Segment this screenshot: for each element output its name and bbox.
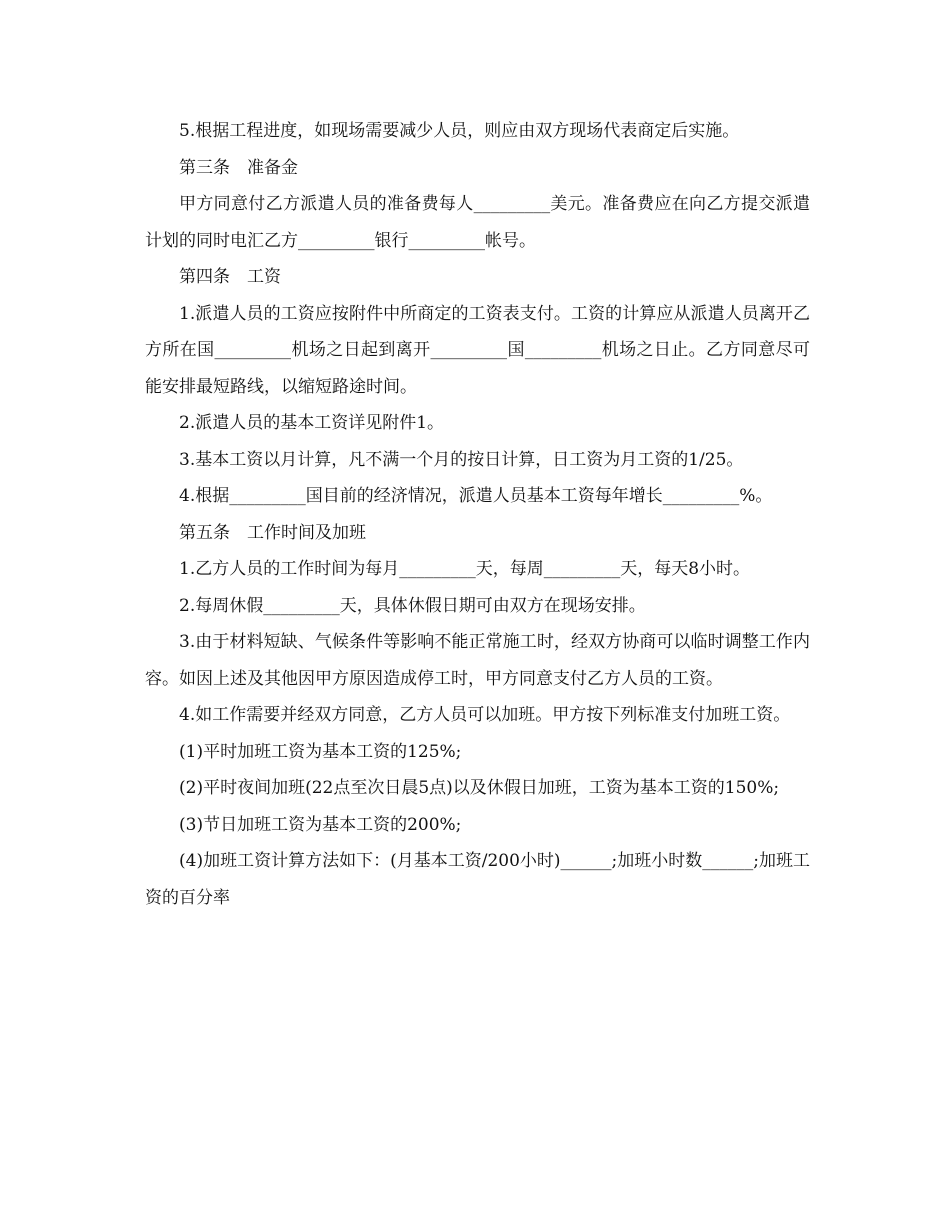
overtime-item-4: (4)加班工资计算方法如下：(月基本工资/200小时)______;加班小时数______;加班工资的百分率	[145, 851, 810, 908]
document-body	[145, 113, 810, 916]
paragraph-wage-3: 3.基本工资以月计算，凡不满一个月的按日计算，日工资为月工资的1/25。	[179, 449, 744, 470]
overtime-item-3: (3)节日加班工资为基本工资的200%;	[179, 814, 462, 835]
paragraph-hours-4: 4.如工作需要并经双方同意，乙方人员可以加班。甲方按下列标准支付加班工资。	[179, 705, 791, 725]
article-3-heading: 第三条 准备金	[179, 157, 298, 178]
article-5-heading: 第五条 工作时间及加班	[179, 522, 366, 543]
paragraph-wage-4: 4.根据_________国目前的经济情况，派遣人员基本工资每年增长_________%。	[179, 486, 773, 506]
paragraph-preparation-fee: 甲方同意付乙方派遣人员的准备费每人_________美元。准备费应在向乙方提交派遣计划的同时电汇乙方_________银行_________帐号。	[145, 194, 810, 251]
overtime-item-2: (2)平时夜间加班(22点至次日晨5点)以及休假日加班，工资为基本工资的150%;	[179, 778, 780, 798]
article-4-heading: 第四条 工资	[179, 267, 281, 287]
paragraph-wage-1: 1.派遣人员的工资应按附件中所商定的工资表支付。工资的计算应从派遣人员离开乙方所在国_________机场之日起到离开_________国_________机场之日止。乙方同意尽可能安排最短路线，以缩短路途时间。	[145, 303, 810, 397]
paragraph-5-reduce-staff: 5.根据工程进度，如现场需要减少人员，则应由双方现场代表商定后实施。	[179, 121, 740, 141]
paragraph-wage-2: 2.派遣人员的基本工资详见附件1。	[179, 413, 445, 433]
paragraph-hours-3: 3.由于材料短缺、气候条件等影响不能正常施工时，经双方协商可以临时调整工作内容。如因上述及其他因甲方原因造成停工时，甲方同意支付乙方人员的工资。	[145, 632, 810, 689]
paragraph-hours-2: 2.每周休假_________天，具体休假日期可由双方在现场安排。	[179, 595, 646, 616]
overtime-item-1: (1)平时加班工资为基本工资的125%;	[179, 741, 462, 762]
paragraph-hours-1: 1.乙方人员的工作时间为每月_________天，每周_________天，每天8小时。	[179, 559, 751, 579]
